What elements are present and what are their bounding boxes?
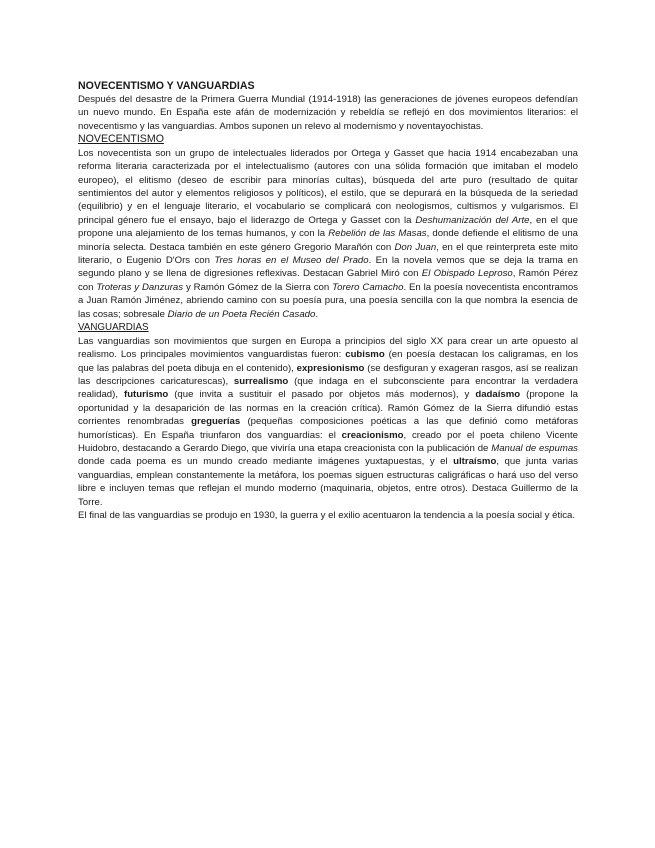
text-run: (propone la oportunidad y la desaparición de las normas en la creación crítica). Ramón Gómez de la Sierra difundió estas corrientes renombradas <box>78 389 578 428</box>
vanguardias-paragraph <box>78 335 578 509</box>
novecentismo-paragraph <box>78 147 578 321</box>
text-run: Después del desastre de la Primera Guerra Mundial (1914-1918) las generaciones de jóvenes europeos defendían un nuevo mundo. En España este afán de modernización y rebeldía se reflejó en dos movimientos literarios: el novecentismo y las vanguardias. Ambos suponen un relevo al modernismo y noventayochistas. <box>78 94 578 132</box>
italic-title: Tres horas en el Museo del Prado <box>214 255 369 267</box>
bold-term: dadaísmo <box>475 389 521 401</box>
text-run: (que invita a sustituir el pasado por objetos más modernos), y <box>168 389 476 401</box>
text-run: Las vanguardias son movimientos que surgen en Europa a principios del siglo XX para crear un arte opuesto al realismo. Los principales movimientos vanguardistas fueron: <box>78 335 578 361</box>
document-body <box>78 79 578 522</box>
bold-term: cubismo <box>345 349 385 361</box>
text-run: Los novecentista son un grupo de intelectuales liderados por Ortega y Gasset que hacia 1914 encabezaban una reforma literaria caracterizada por el intelectualismo (autores con una sólida formación que imitaban el modelo europeo), el elitismo (deseo de escribir para minorías cultas), búsqueda del arte puro (resultado de quitar sentimientos del autor y elementos religiosos y políticos), el estilo, que se depurará en la búsqueda de la seriedad (equilibrio) y en el lenguaje literario, el vocabulario se complicará con neologismos, cultismos y vulgarismos. El principal género fue el ensayo, bajo el liderazgo de Ortega y Gasset con la <box>78 147 578 226</box>
document-title: NOVECENTISMO Y VANGUARDIAS <box>78 80 255 92</box>
text-run: (se desfiguran y exageran rasgos, así se realizan las descripciones caricaturescas), <box>78 362 578 387</box>
bold-term: creacionismo <box>341 429 404 441</box>
text-run: y Ramón Gómez de la Sierra con <box>183 281 333 293</box>
text-run: . <box>315 308 318 320</box>
italic-title: Torero Camacho <box>332 281 404 293</box>
italic-title: Don Juan <box>394 241 437 253</box>
text-run: , creado por el poeta chileno Vicente Huidobro, destacando a Gerardo Diego, que viviría una etapa creacionista con la publicación de <box>78 429 578 454</box>
section-heading-novecentismo: NOVECENTISMO <box>78 133 164 146</box>
text-run: , donde defiende el elitismo de una minoría selecta. Destaca también en este género Gregorio Marañón con <box>78 228 579 253</box>
text-run: . En la poesía novecentista encontramos a Juan Ramón Jiménez, abriendo camino con su poesía pura, una poesía sencilla con la que nombra la esencia de las cosas; sobresale <box>78 281 578 320</box>
intro-paragraph <box>78 93 578 133</box>
text-run: . En la novela vemos que se deja la trama en segundo plano y se llena de digresiones reflexivas. Destacan Gabriel Miró con <box>78 255 578 280</box>
bold-term: futurismo <box>124 389 169 401</box>
italic-title: Rebelión de las Masas <box>328 228 427 240</box>
section-heading-vanguardias: VANGUARDIAS <box>78 322 149 334</box>
text-run: El final de las vanguardias se produjo en 1930, la guerra y el exilio acentuaron la tendencia a la poesía social y ética. <box>78 509 576 521</box>
italic-title: Diario de un Poeta Recién Casado <box>167 308 316 320</box>
text-run: , que junta varias vanguardias, emplean constantemente la metáfora, los poemas siguen estructuras caligráficas o hará uso del verso libre e incluyen temas que reflejan el mundo moderno (maquinaria, objetos, entre otros). Destaca Guillermo de la Torre. <box>78 456 578 508</box>
bold-term: surrealismo <box>233 375 289 387</box>
text-run: (en poesía destacan los caligramas, en los que las palabras del poeta dibuja en el contenido), <box>78 349 578 374</box>
text-run: , en el que reinterpreta este mito literario, o Eugenio D'Ors con <box>78 241 578 267</box>
italic-title: El Obispado Leproso <box>421 268 513 280</box>
closing-paragraph <box>78 509 578 522</box>
text-run: , en el que propone una alejamiento de los temas humanos, y con la <box>78 214 578 240</box>
italic-title: Deshumanización del Arte <box>415 214 530 226</box>
bold-term: greguerías <box>191 416 241 428</box>
text-run: (pequeñas composiciones poéticas a las que definió como metáforas humorísticas). En España triunfaron dos vanguardias: el <box>78 416 578 441</box>
text-run: (que indaga en el subconsciente para encontrar la verdadera realidad), <box>78 375 578 401</box>
bold-term: ultraísmo <box>453 456 497 468</box>
text-run: donde cada poema es un mundo creado mediante imágenes yuxtapuestas, y el <box>78 456 454 468</box>
bold-term: expresionismo <box>296 362 365 374</box>
text-run: , Ramón Pérez con <box>78 268 578 293</box>
italic-title: Manual de espumas <box>491 442 578 454</box>
italic-title: Troteras y Danzuras <box>96 281 184 293</box>
